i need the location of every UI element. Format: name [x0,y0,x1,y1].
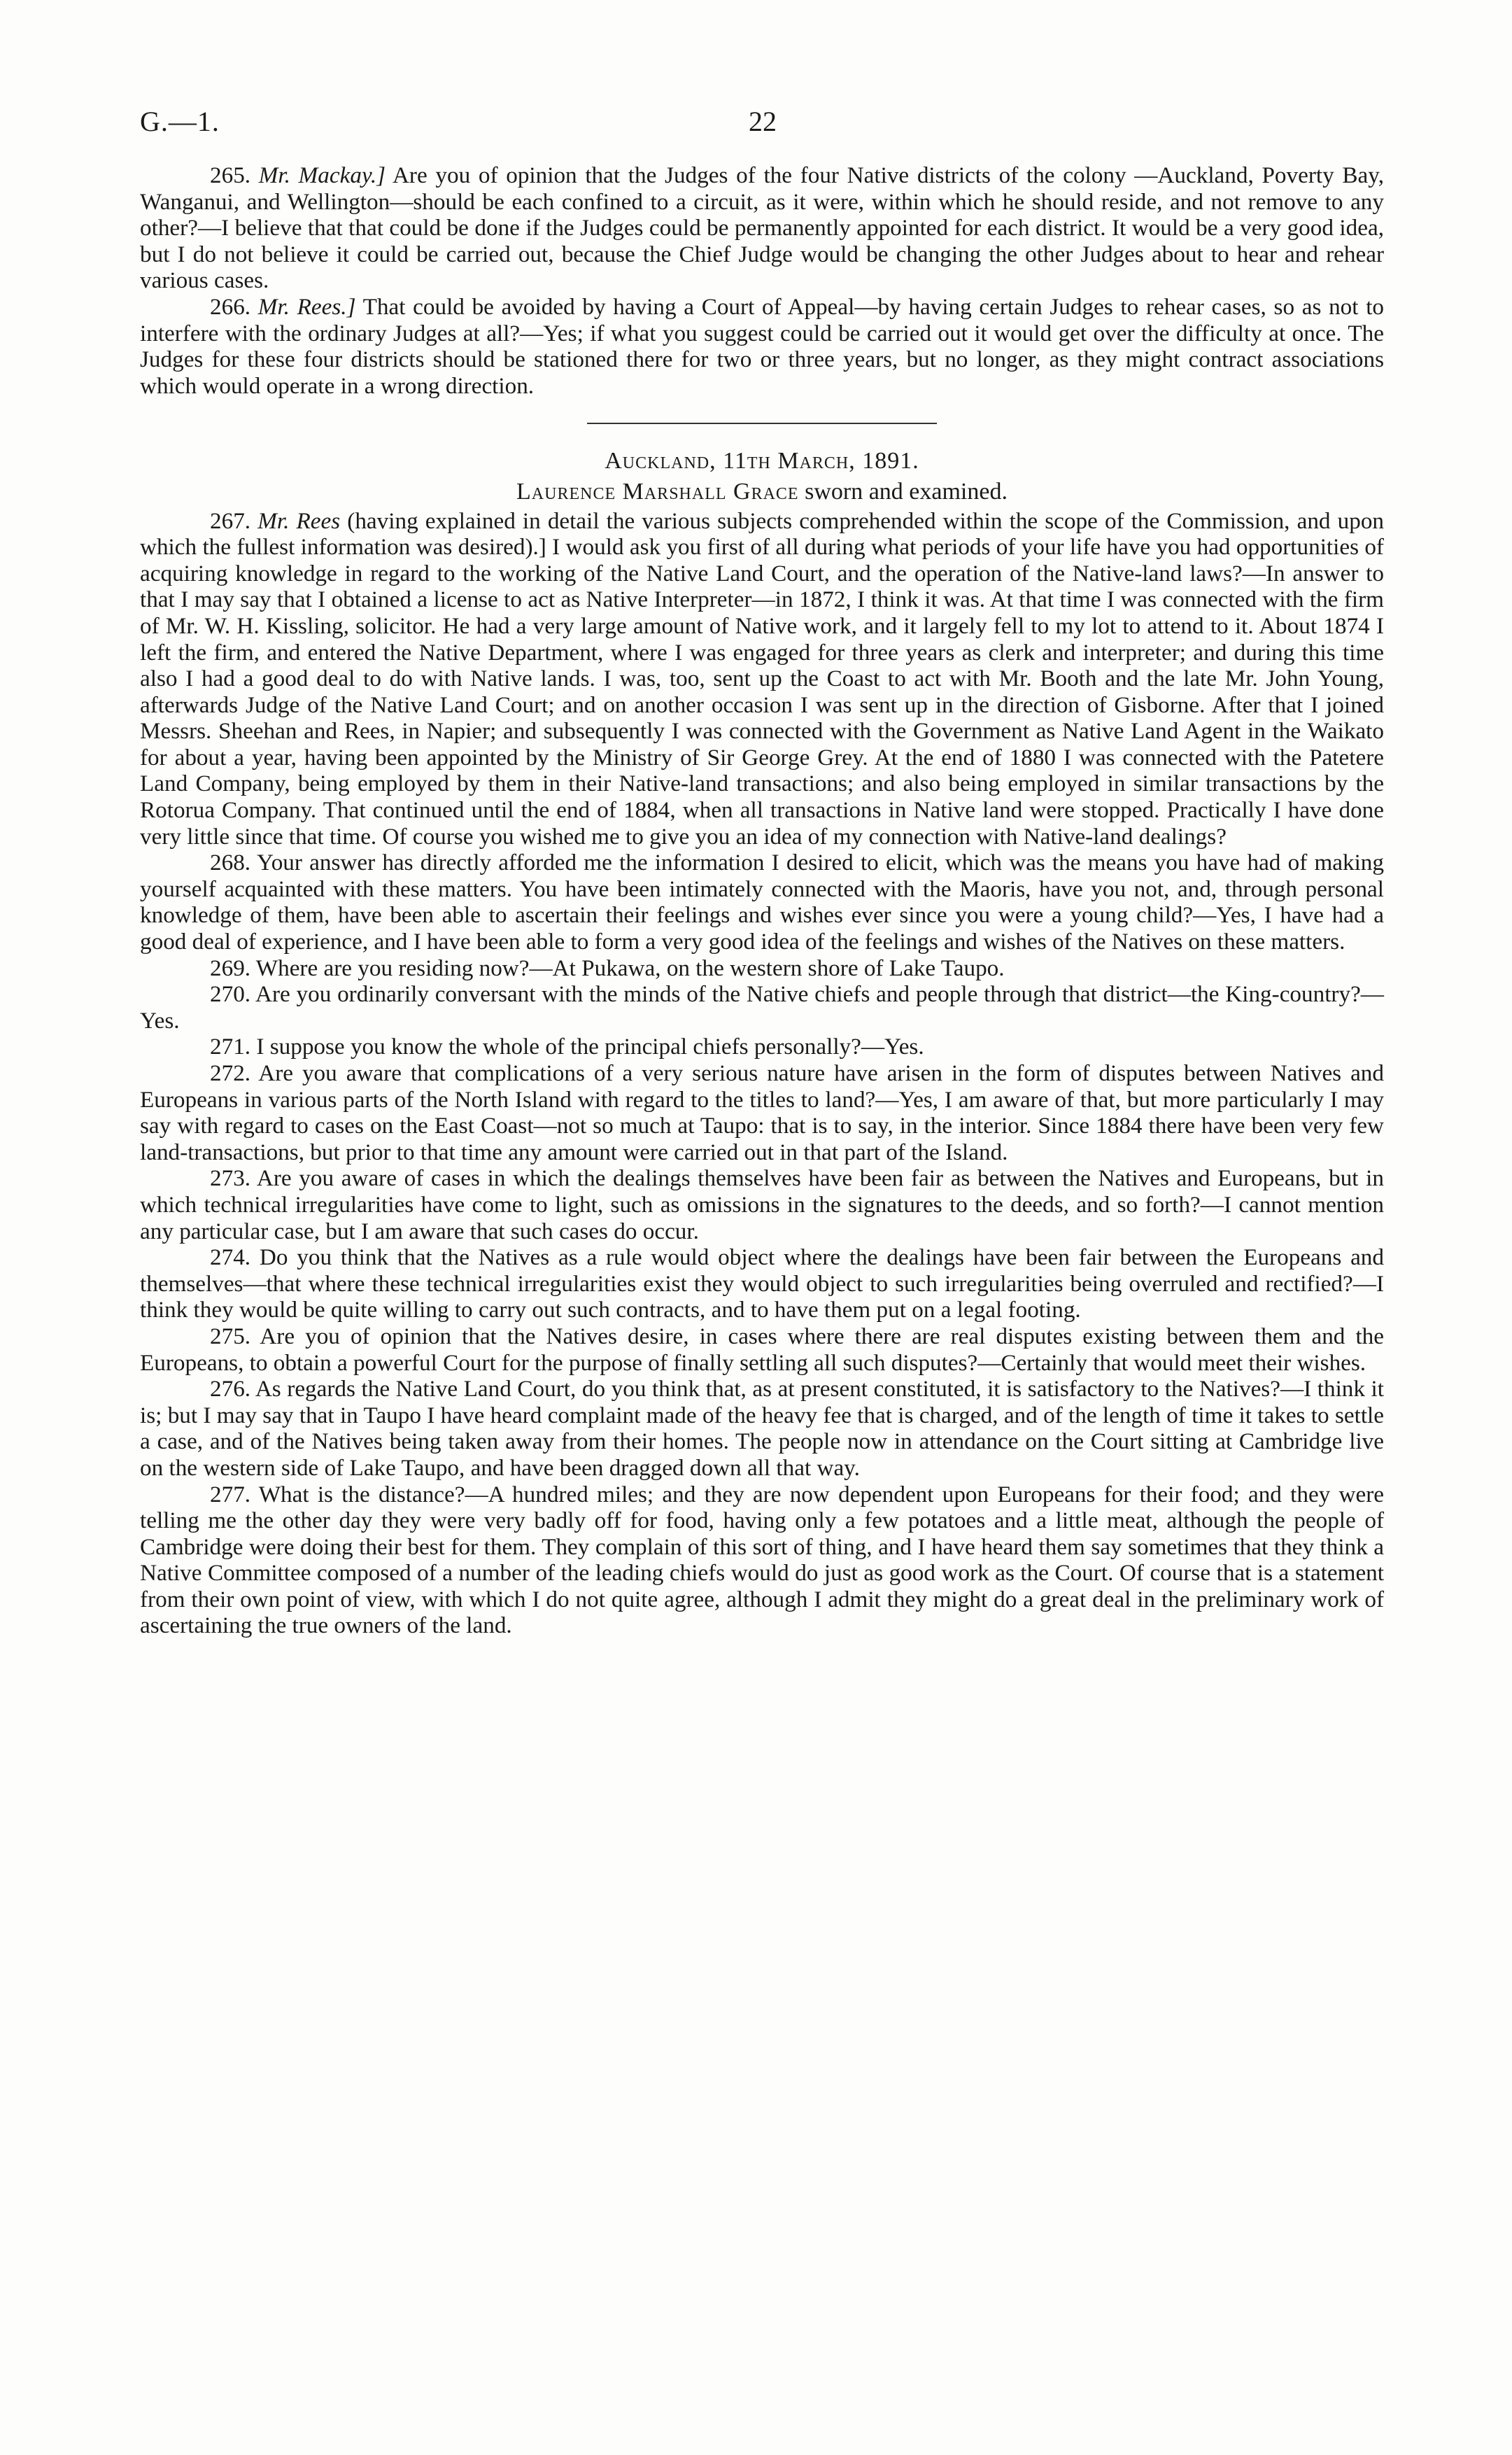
paragraph-265 [140,162,1384,294]
paragraph-text: Are you of opinion that the Judges of the four Native districts of the colony —Auckland, Poverty Bay, Wanganui, and Wellington—should be each confined to a circuit, as it were, within which he should reside, and not remove to any other?—I believe that that could be done if the Judges could be permanently appointed for each district. It would be a very good idea, but I do not believe it could be carried out, because the Chief Judge would be changing the other Judges about to hear and rehear various cases. [140,162,1384,294]
witness-heading [140,479,1384,505]
paragraph-268: 268. Your answer has directly afforded me the information I desired to elicit, which was the means you have had of making yourself acquainted with these matters. You have been intimately connected with the Maoris, have you not, and, through personal knowledge of them, have been able to ascertain their feelings and wishes ever since you were a young child?—Yes, I have had a good deal of experience, and I have been able to form a very good idea of the feelings and wishes of the Natives on these matters. [140,850,1384,955]
witness-suffix: sworn and examined. [805,478,1008,505]
paragraph-267 [140,508,1384,850]
speaker-label: Mr. Rees [257,507,341,534]
paragraph-274: 274. Do you think that the Natives as a rule would object where the dealings have been fair between the Europeans and themselves—that where these technical irregularities exist they would object to such irregularities being overruled and rectified?—I think they would be quite willing to carry out such contracts, and to have them put on a legal footing. [140,1244,1384,1323]
paragraph-272: 272. Are you aware that complications of a very serious nature have arisen in the form of disputes between Natives and Europeans in various parts of the North Island with regard to the titles to land?—Yes, I am aware of that, but more particularly I may say with regard to cases on the East Coast—not so much at Taupo: that is to say, in the interior. Since 1884 there have been very few land-transactions, but prior to that time any amount were carried out in that part of the Island. [140,1060,1384,1165]
paragraph-number: 265. [210,162,251,188]
page-body [140,162,1384,1639]
paragraph-276: 276. As regards the Native Land Court, do you think that, as at present constituted, it is satisfactory to the Natives?—I think it is; but I may say that in Taupo I have heard complaint made of the heavy fee that is charged, and of the length of time it takes to settle a case, and of the Natives being taken away from their homes. The people now in attendance on the Court sitting at Cambridge live on the western side of Lake Taupo, and have been dragged down all that way. [140,1376,1384,1481]
paragraph-text: That could be avoided by having a Court of Appeal—by having certain Judges to rehear cases, so as not to interfere with the ordinary Judges at all?—Yes; if what you suggest could be carried out it would get over the difficulty at once. The Judges for these four districts should be stationed there for two or three years, but no longer, as they might contract associations which would operate in a wrong direction. [140,293,1385,399]
paragraph-text: (having explained in detail the various subjects comprehended within the scope of the Commission, and upon which the fullest information was desired).] I would ask you first of all during what periods of your life have you had opportunities of acquiring knowledge in regard to the working of the Native Land Court, and the operation of the Native-land laws?—In answer to that I may say that I obtained a license to act as Native Interpreter—in 1872, I think it was. At that time I was connected with the firm of Mr. W. H. Kissling, solicitor. He had a very large amount of Native work, and it largely fell to my lot to attend to it. About 1874 I left the firm, and entered the Native Department, where I was engaged for three years as clerk and interpreter; and during this time also I had a good deal to do with Native lands. I was, too, sent up the Coast to act with Mr. Booth and the late Mr. John Young, afterwards Judge of the Native Land Court; and on another occasion I was sent up in the direction of Gisborne. After that I joined Messrs. Sheehan and Rees, in Napier; and subsequently I was connected with the Government as Native Land Agent in the Waikato for about a year, having been appointed by the Ministry of Sir George Grey. At the end of 1880 I was connected with the Patetere Land Company, being employed by them in their Native-land transactions; and also being employed in similar transactions by the Rotorua Company. That continued until the end of 1884, when all transactions in Native land were stopped. Practically I have done very little since that time. Of course you wished me to give you an idea of my connection with Native-land dealings? [140,507,1385,850]
paragraph-271: 271. I suppose you know the whole of the principal chiefs personally?—Yes. [210,1034,924,1060]
paragraph-269: 269. Where are you residing now?—At Pukawa, on the western shore of Lake Taupo. [210,955,1005,981]
paragraph-266 [140,294,1384,399]
document-reference: G.—1. [140,106,220,137]
witness-name: Laurence Marshall Grace [516,478,799,505]
paragraph-number: 266. [210,293,251,320]
speaker-label: Mr. Rees.] [257,293,356,320]
paragraph-277: 277. What is the distance?—A hundred miles; and they are now dependent upon Europeans for their food; and they were telling me the other day they were very badly off for food, having only a few potatoes and a little meat, although the people of Cambridge were doing their best for them. They complain of this sort of thing, and I have heard them say sometimes that they think a Native Committee composed of a number of the leading chiefs would do just as good work as the Court. Of course that is a statement from their own point of view, with which I do not quite agree, although I admit they might do a great deal in the preliminary work of ascertaining the true owners of the land. [140,1481,1384,1639]
paragraph-273: 273. Are you aware of cases in which the dealings themselves have been fair as between the Natives and Europeans, but in which technical irregularities have come to light, such as omissions in the signatures to the deeds, and so forth?—I cannot mention any particular case, but I am aware that such cases do occur. [140,1165,1384,1244]
paragraph-275: 275. Are you of opinion that the Natives desire, in cases where there are real disputes existing between them and the Europeans, to obtain a powerful Court for the purpose of finally settling all such disputes?—Certainly that would meet their wishes. [140,1323,1384,1376]
speaker-label: Mr. Mackay.] [258,162,386,188]
section-date-heading: Auckland, 11th March, 1891. [605,448,919,474]
page-number: 22 [749,106,777,137]
section-divider [587,423,937,424]
paragraph-number: 267. [210,507,251,534]
paragraph-270: 270. Are you ordinarily conversant with the minds of the Native chiefs and people through that district—the King-country?—Yes. [140,981,1384,1034]
page-header [140,105,1385,147]
